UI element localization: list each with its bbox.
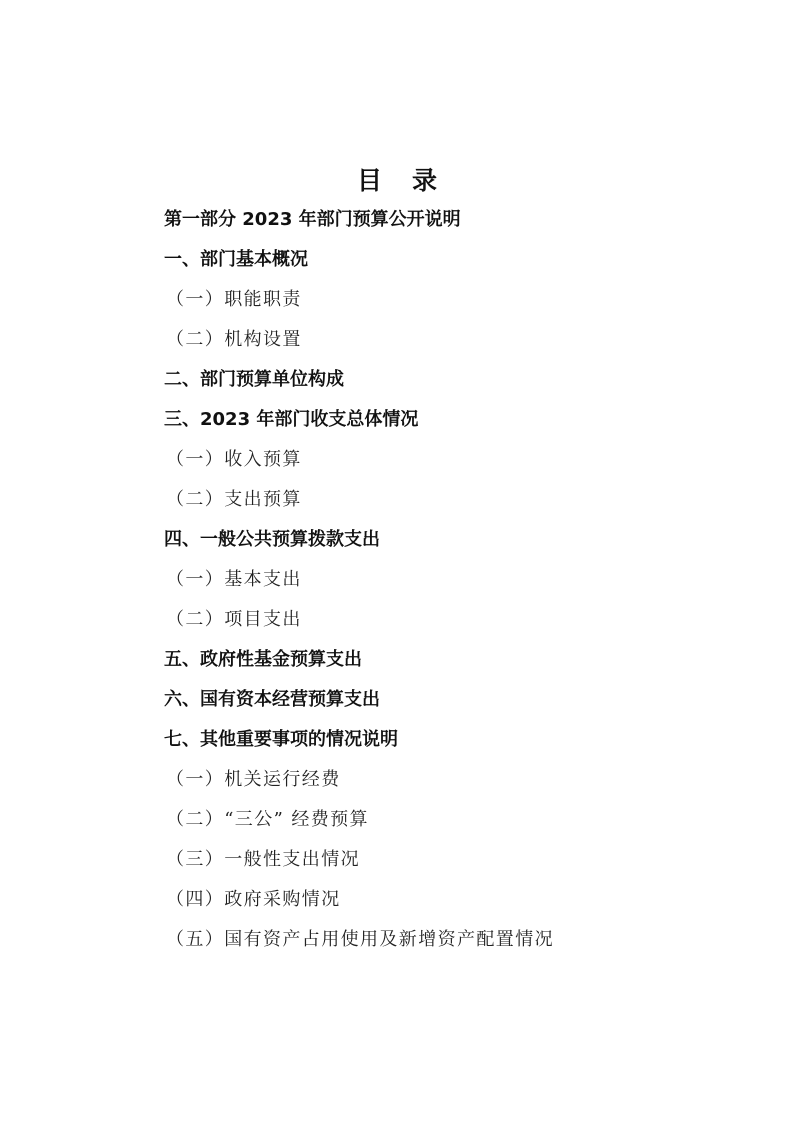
toc-section-heading: 五、政府性基金预算支出 bbox=[164, 649, 362, 670]
toc-subsection-item: （二）“三公” 经费预算 bbox=[166, 809, 369, 830]
title-part-2: 录 bbox=[412, 166, 438, 195]
toc-section-heading: 一、部门基本概况 bbox=[164, 249, 308, 270]
toc-subsection-item: （二）项目支出 bbox=[166, 609, 302, 630]
toc-subsection-item: （一）基本支出 bbox=[166, 569, 302, 590]
toc-subsection-item: （四）政府采购情况 bbox=[166, 889, 341, 910]
toc-subsection-item: （二）支出预算 bbox=[166, 489, 302, 510]
toc-section-heading: 三、2023 年部门收支总体情况 bbox=[164, 409, 419, 430]
toc-subsection-item: （五）国有资产占用使用及新增资产配置情况 bbox=[166, 929, 554, 950]
toc-subsection-item: （一）职能职责 bbox=[166, 289, 302, 310]
toc-section-heading: 六、国有资本经营预算支出 bbox=[164, 689, 380, 710]
toc-subsection-item: （三）一般性支出情况 bbox=[166, 849, 360, 870]
toc-section-heading: 七、其他重要事项的情况说明 bbox=[164, 729, 398, 750]
toc-section-heading: 二、部门预算单位构成 bbox=[164, 369, 344, 390]
title-part-1: 目 bbox=[356, 166, 382, 195]
toc-section-heading: 四、一般公共预算拨款支出 bbox=[164, 529, 380, 550]
toc-subsection-item: （一）机关运行经费 bbox=[166, 769, 341, 790]
toc-subsection-item: （二）机构设置 bbox=[166, 329, 302, 350]
toc-subsection-item: （一）收入预算 bbox=[166, 449, 302, 470]
toc-section-heading: 第一部分 2023 年部门预算公开说明 bbox=[164, 209, 461, 230]
